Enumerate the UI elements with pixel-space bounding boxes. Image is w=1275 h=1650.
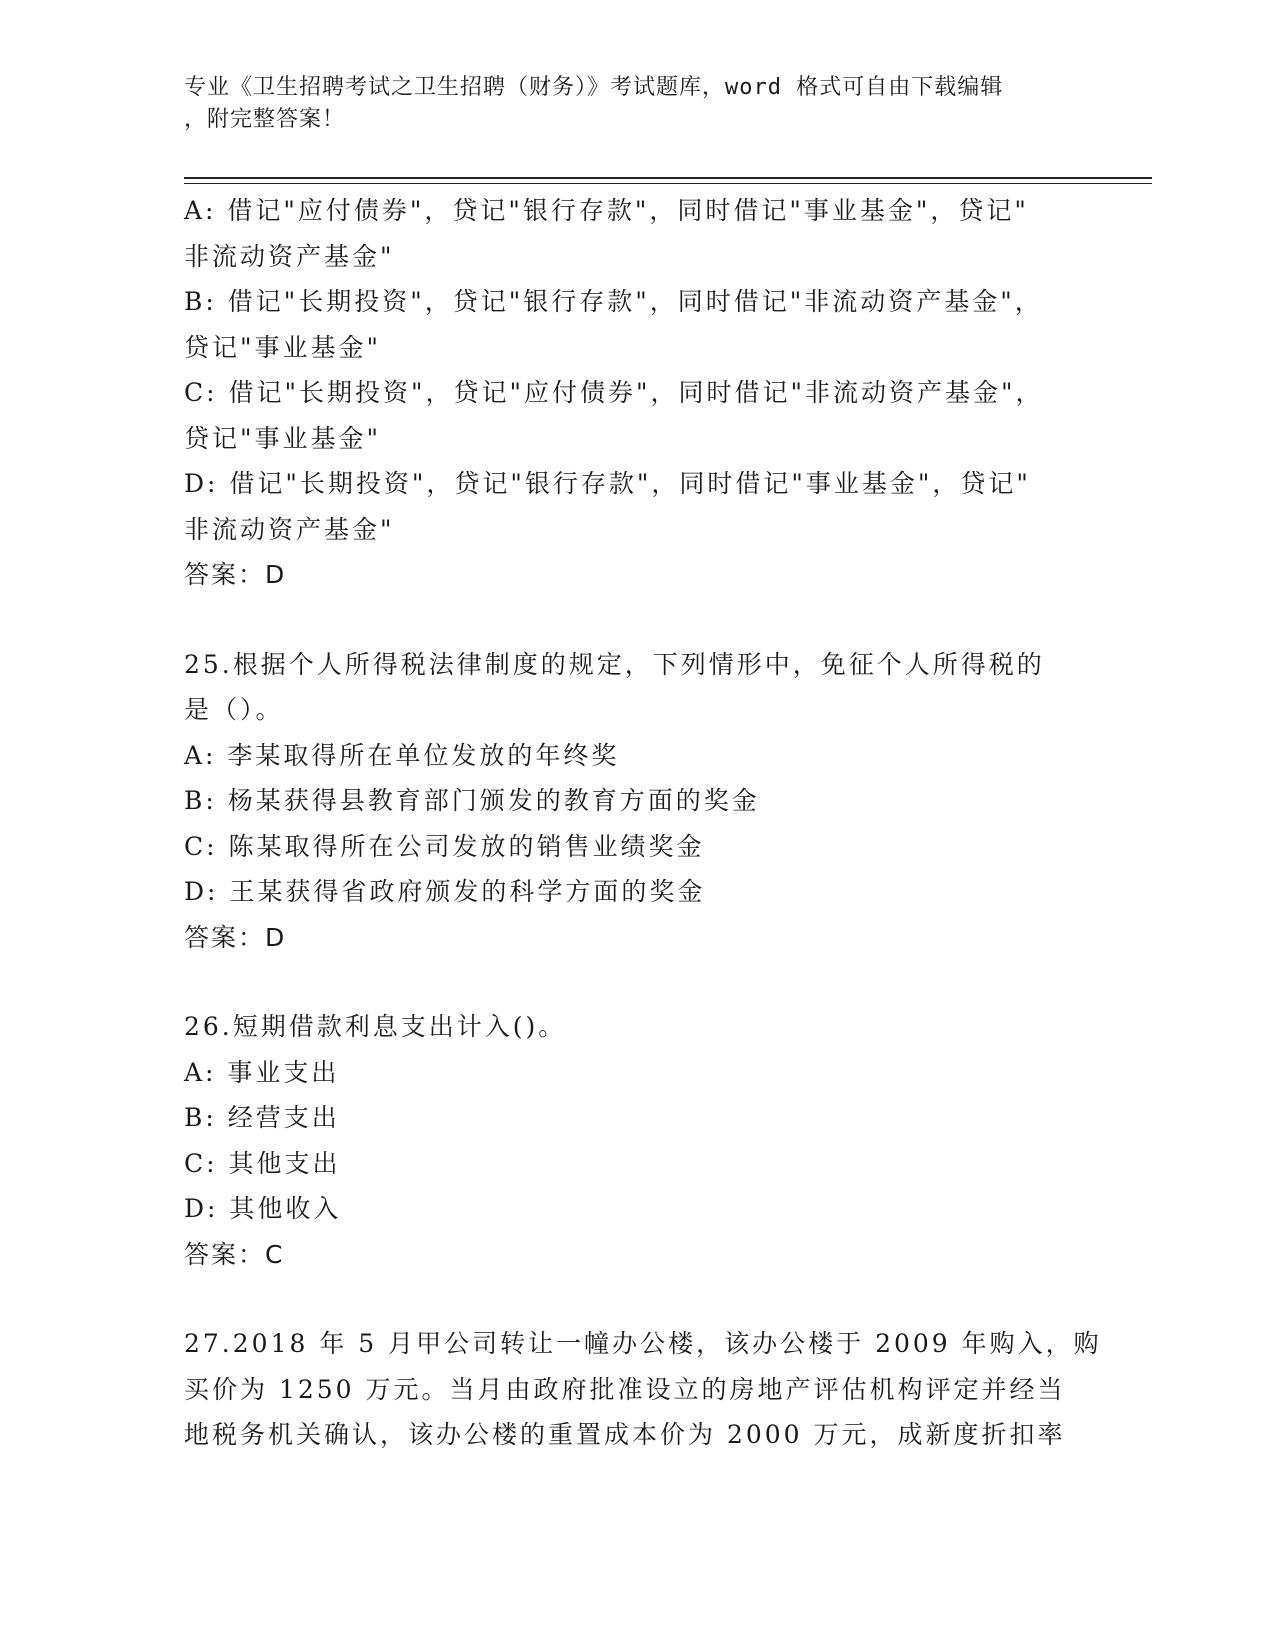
question-26-stem: 26.短期借款利息支出计入()。	[184, 1012, 567, 1041]
option-a-line-1: A: 借记"应付债券"，贷记"银行存款"，同时借记"事业基金"，贷记"	[184, 196, 1029, 225]
option-c: C: 陈某取得所在公司发放的销售业绩奖金	[184, 831, 705, 861]
option-b: B: 杨某获得县教育部门颁发的教育方面的奖金	[184, 786, 760, 815]
answer-24: 答案：D	[184, 560, 287, 589]
spacer	[184, 960, 1084, 1004]
answer-25: 答案：D	[184, 922, 287, 952]
option-d: D: 其他收入	[184, 1194, 342, 1223]
option-d-line-1: D: 借记"长期投资"，贷记"银行存款"，同时借记"事业基金"，贷记"	[184, 469, 1031, 498]
option-c: C: 其他支出	[184, 1148, 341, 1178]
question-25-stem-line-2: 是（）。	[184, 695, 284, 724]
option-a: A: 李某取得所在单位发放的年终奖	[184, 740, 620, 770]
question-26	[184, 1004, 1084, 1277]
spacer	[184, 1277, 1084, 1321]
question-25	[184, 642, 1084, 961]
option-b: B: 经营支出	[184, 1103, 340, 1132]
header-line-1: 专业《卫生招聘考试之卫生招聘（财务）》考试题库，word 格式可自由下载编辑	[184, 75, 1004, 100]
question-27-stem-line-3: 地税务机关确认，该办公楼的重置成本价为 2000 万元，成新度折扣率	[184, 1420, 1066, 1449]
option-b-line-1: B: 借记"长期投资"，贷记"银行存款"，同时借记"非流动资产基金"，	[184, 287, 1043, 316]
header-divider-thin	[184, 183, 1152, 184]
header-line-2: ，附完整答案！	[184, 107, 346, 132]
question-27	[184, 1321, 1102, 1458]
spacer	[184, 598, 1084, 642]
question-27-stem-line-2: 买价为 1250 万元。当月由政府批准设立的房地产评估机构评定并经当	[184, 1374, 1066, 1404]
option-a: A: 事业支出	[184, 1057, 340, 1087]
option-d: D: 王某获得省政府颁发的科学方面的奖金	[184, 877, 706, 906]
header-divider-thick	[184, 177, 1152, 179]
option-a-line-2: 非流动资产基金"	[184, 241, 395, 271]
question-27-stem-line-1: 27.2018 年 5 月甲公司转让一幢办公楼，该办公楼于 2009 年购入，购	[184, 1329, 1102, 1358]
question-24-options	[184, 188, 1084, 598]
option-c-line-1: C: 借记"长期投资"，贷记"应付债券"，同时借记"非流动资产基金"，	[184, 378, 1044, 407]
option-b-line-2: 贷记"事业基金"	[184, 332, 381, 362]
answer-26: 答案：C	[184, 1239, 285, 1269]
option-c-line-2: 贷记"事业基金"	[184, 423, 381, 453]
question-25-stem-line-1: 25.根据个人所得税法律制度的规定，下列情形中，免征个人所得税的	[184, 649, 1045, 679]
document-header	[184, 72, 1064, 136]
question-content	[184, 188, 1102, 1458]
option-d-line-2: 非流动资产基金"	[184, 514, 395, 544]
